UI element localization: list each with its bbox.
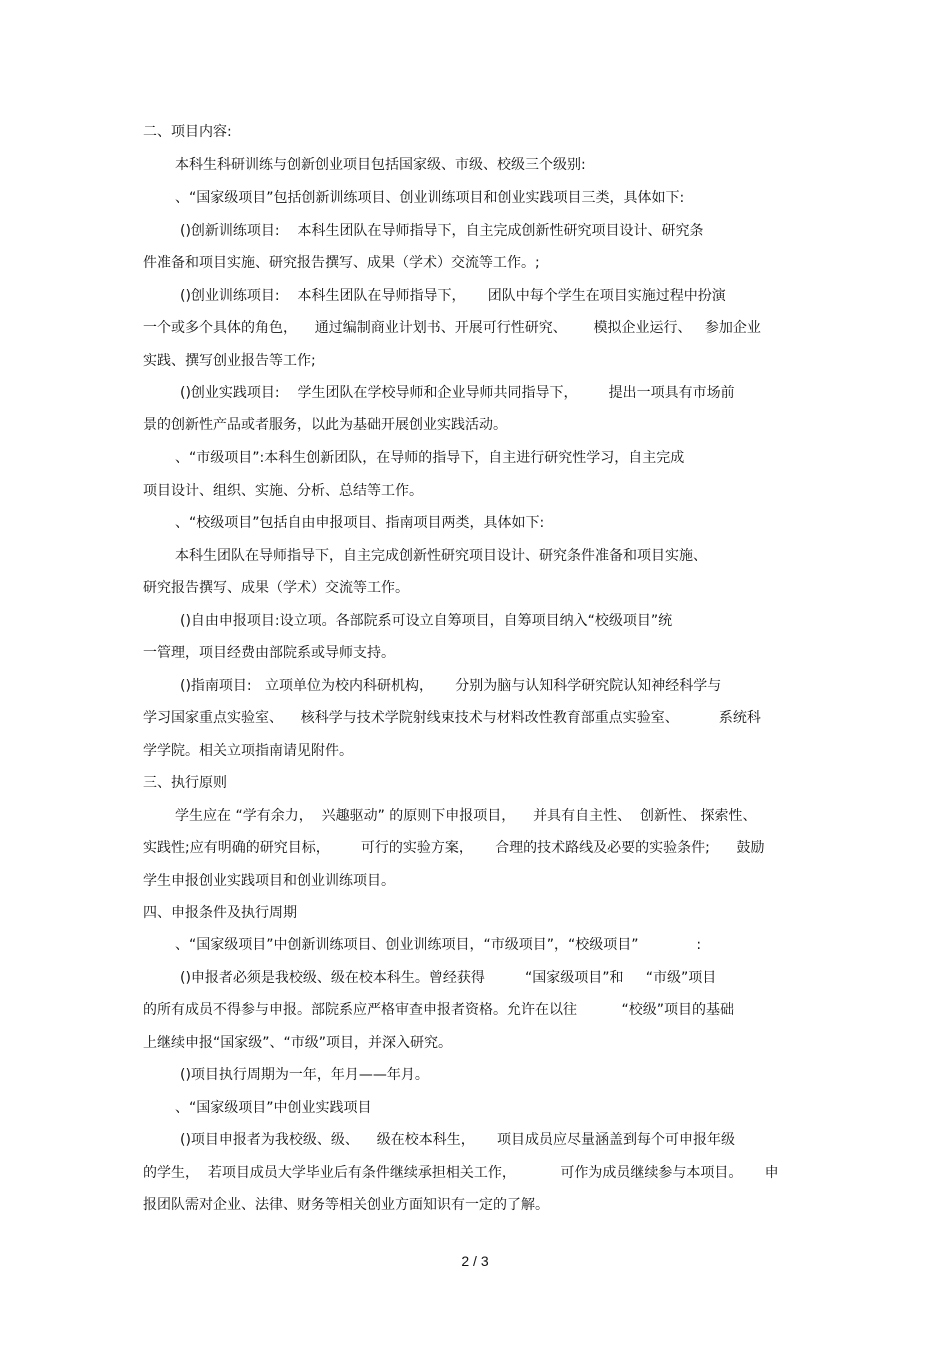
- paragraph-line: 一个或多个具体的角色， 通过编制商业计划书、开展可行性研究、 模拟企业运行、 参加企业: [143, 320, 761, 336]
- paragraph-line: ()项目执行周期为一年，年月——年月。: [180, 1067, 429, 1083]
- paragraph-line: 件准备和项目实施、研究报告撰写、成果（学术）交流等工作。;: [143, 255, 540, 271]
- paragraph-line: 研究报告撰写、成果（学术）交流等工作。: [143, 580, 409, 596]
- paragraph-line: 的学生， 若项目成员大学毕业后有条件继续承担相关工作， 可作为成员继续参与本项目。 申: [143, 1165, 779, 1181]
- paragraph-line: 学学院。相关立项指南请见附件。: [143, 743, 353, 759]
- paragraph-line: 一管理，项目经费由部院系或导师支持。: [143, 645, 395, 661]
- paragraph-line: ()项目申报者为我校级、级、 级在校本科生， 项目成员应尽量涵盖到每个可申报年级: [180, 1132, 735, 1148]
- paragraph-line: 实践性;应有明确的研究目标， 可行的实验方案， 合理的技术路线及必要的实验条件; 鼓励: [143, 840, 765, 856]
- paragraph-line: ()指南项目: 立项单位为校内科研机构， 分别为脑与认知科学研究院认知神经科学与: [180, 678, 722, 694]
- paragraph-line: 、“国家级项目”中创新训练项目、创业训练项目，“市级项目”，“校级项目” :: [175, 937, 702, 953]
- paragraph-line: 、“市级项目”:本科生创新团队，在导师的指导下，自主进行研究性学习，自主完成: [175, 450, 685, 466]
- paragraph-line: 、“国家级项目”中创业实践项目: [175, 1100, 372, 1116]
- paragraph-line: 项目设计、组织、实施、分析、总结等工作。: [143, 483, 423, 499]
- paragraph-line: 本科生科研训练与创新创业项目包括国家级、市级、校级三个级别:: [175, 157, 586, 173]
- paragraph-line: ()创业训练项目: 本科生团队在导师指导下， 团队中每个学生在项目实施过程中扮演: [180, 288, 726, 304]
- section-heading: 三、执行原则: [143, 775, 227, 791]
- paragraph-line: 报团队需对企业、法律、财务等相关创业方面知识有一定的了解。: [143, 1197, 549, 1213]
- paragraph-line: 景的创新性产品或者服务，以此为基础开展创业实践活动。: [143, 417, 507, 433]
- paragraph-line: ()创业实践项目: 学生团队在学校导师和企业导师共同指导下， 提出一项具有市场前: [180, 385, 735, 401]
- paragraph-line: 实践、撰写创业报告等工作;: [143, 353, 316, 369]
- section-heading: 四、申报条件及执行周期: [143, 905, 297, 921]
- paragraph-line: 学习国家重点实验室、 核科学与技术学院射线束技术与材料改性教育部重点实验室、 系统科: [143, 710, 761, 726]
- paragraph-line: 、“国家级项目”包括创新训练项目、创业训练项目和创业实践项目三类，具体如下:: [175, 190, 685, 206]
- section-heading: 二、项目内容:: [143, 124, 232, 140]
- paragraph-line: ()申报者必须是我校级、级在校本科生。曾经获得 “国家级项目”和 “市级”项目: [180, 970, 717, 986]
- paragraph-line: 的所有成员不得参与申报。部院系应严格审查申报者资格。允许在以往 “校级”项目的基础: [143, 1002, 735, 1018]
- paragraph-line: 上继续申报“国家级”、“市级”项目，并深入研究。: [143, 1035, 453, 1051]
- paragraph-line: 本科生团队在导师指导下，自主完成创新性研究项目设计、研究条件准备和项目实施、: [175, 548, 707, 564]
- page-number: 2 / 3: [461, 1253, 489, 1269]
- paragraph-line: ()自由申报项目:设立项。各部院系可设立自筹项目，自筹项目纳入“校级项目”统: [180, 613, 673, 629]
- paragraph-line: 学生应在 “学有余力， 兴趣驱动” 的原则下申报项目， 并具有自主性、 创新性、 探索性、: [175, 808, 757, 824]
- paragraph-line: 、“校级项目”包括自由申报项目、指南项目两类，具体如下:: [175, 515, 545, 531]
- paragraph-line: 学生申报创业实践项目和创业训练项目。: [143, 873, 395, 889]
- paragraph-line: ()创新训练项目: 本科生团队在导师指导下，自主完成创新性研究项目设计、研究条: [180, 223, 704, 239]
